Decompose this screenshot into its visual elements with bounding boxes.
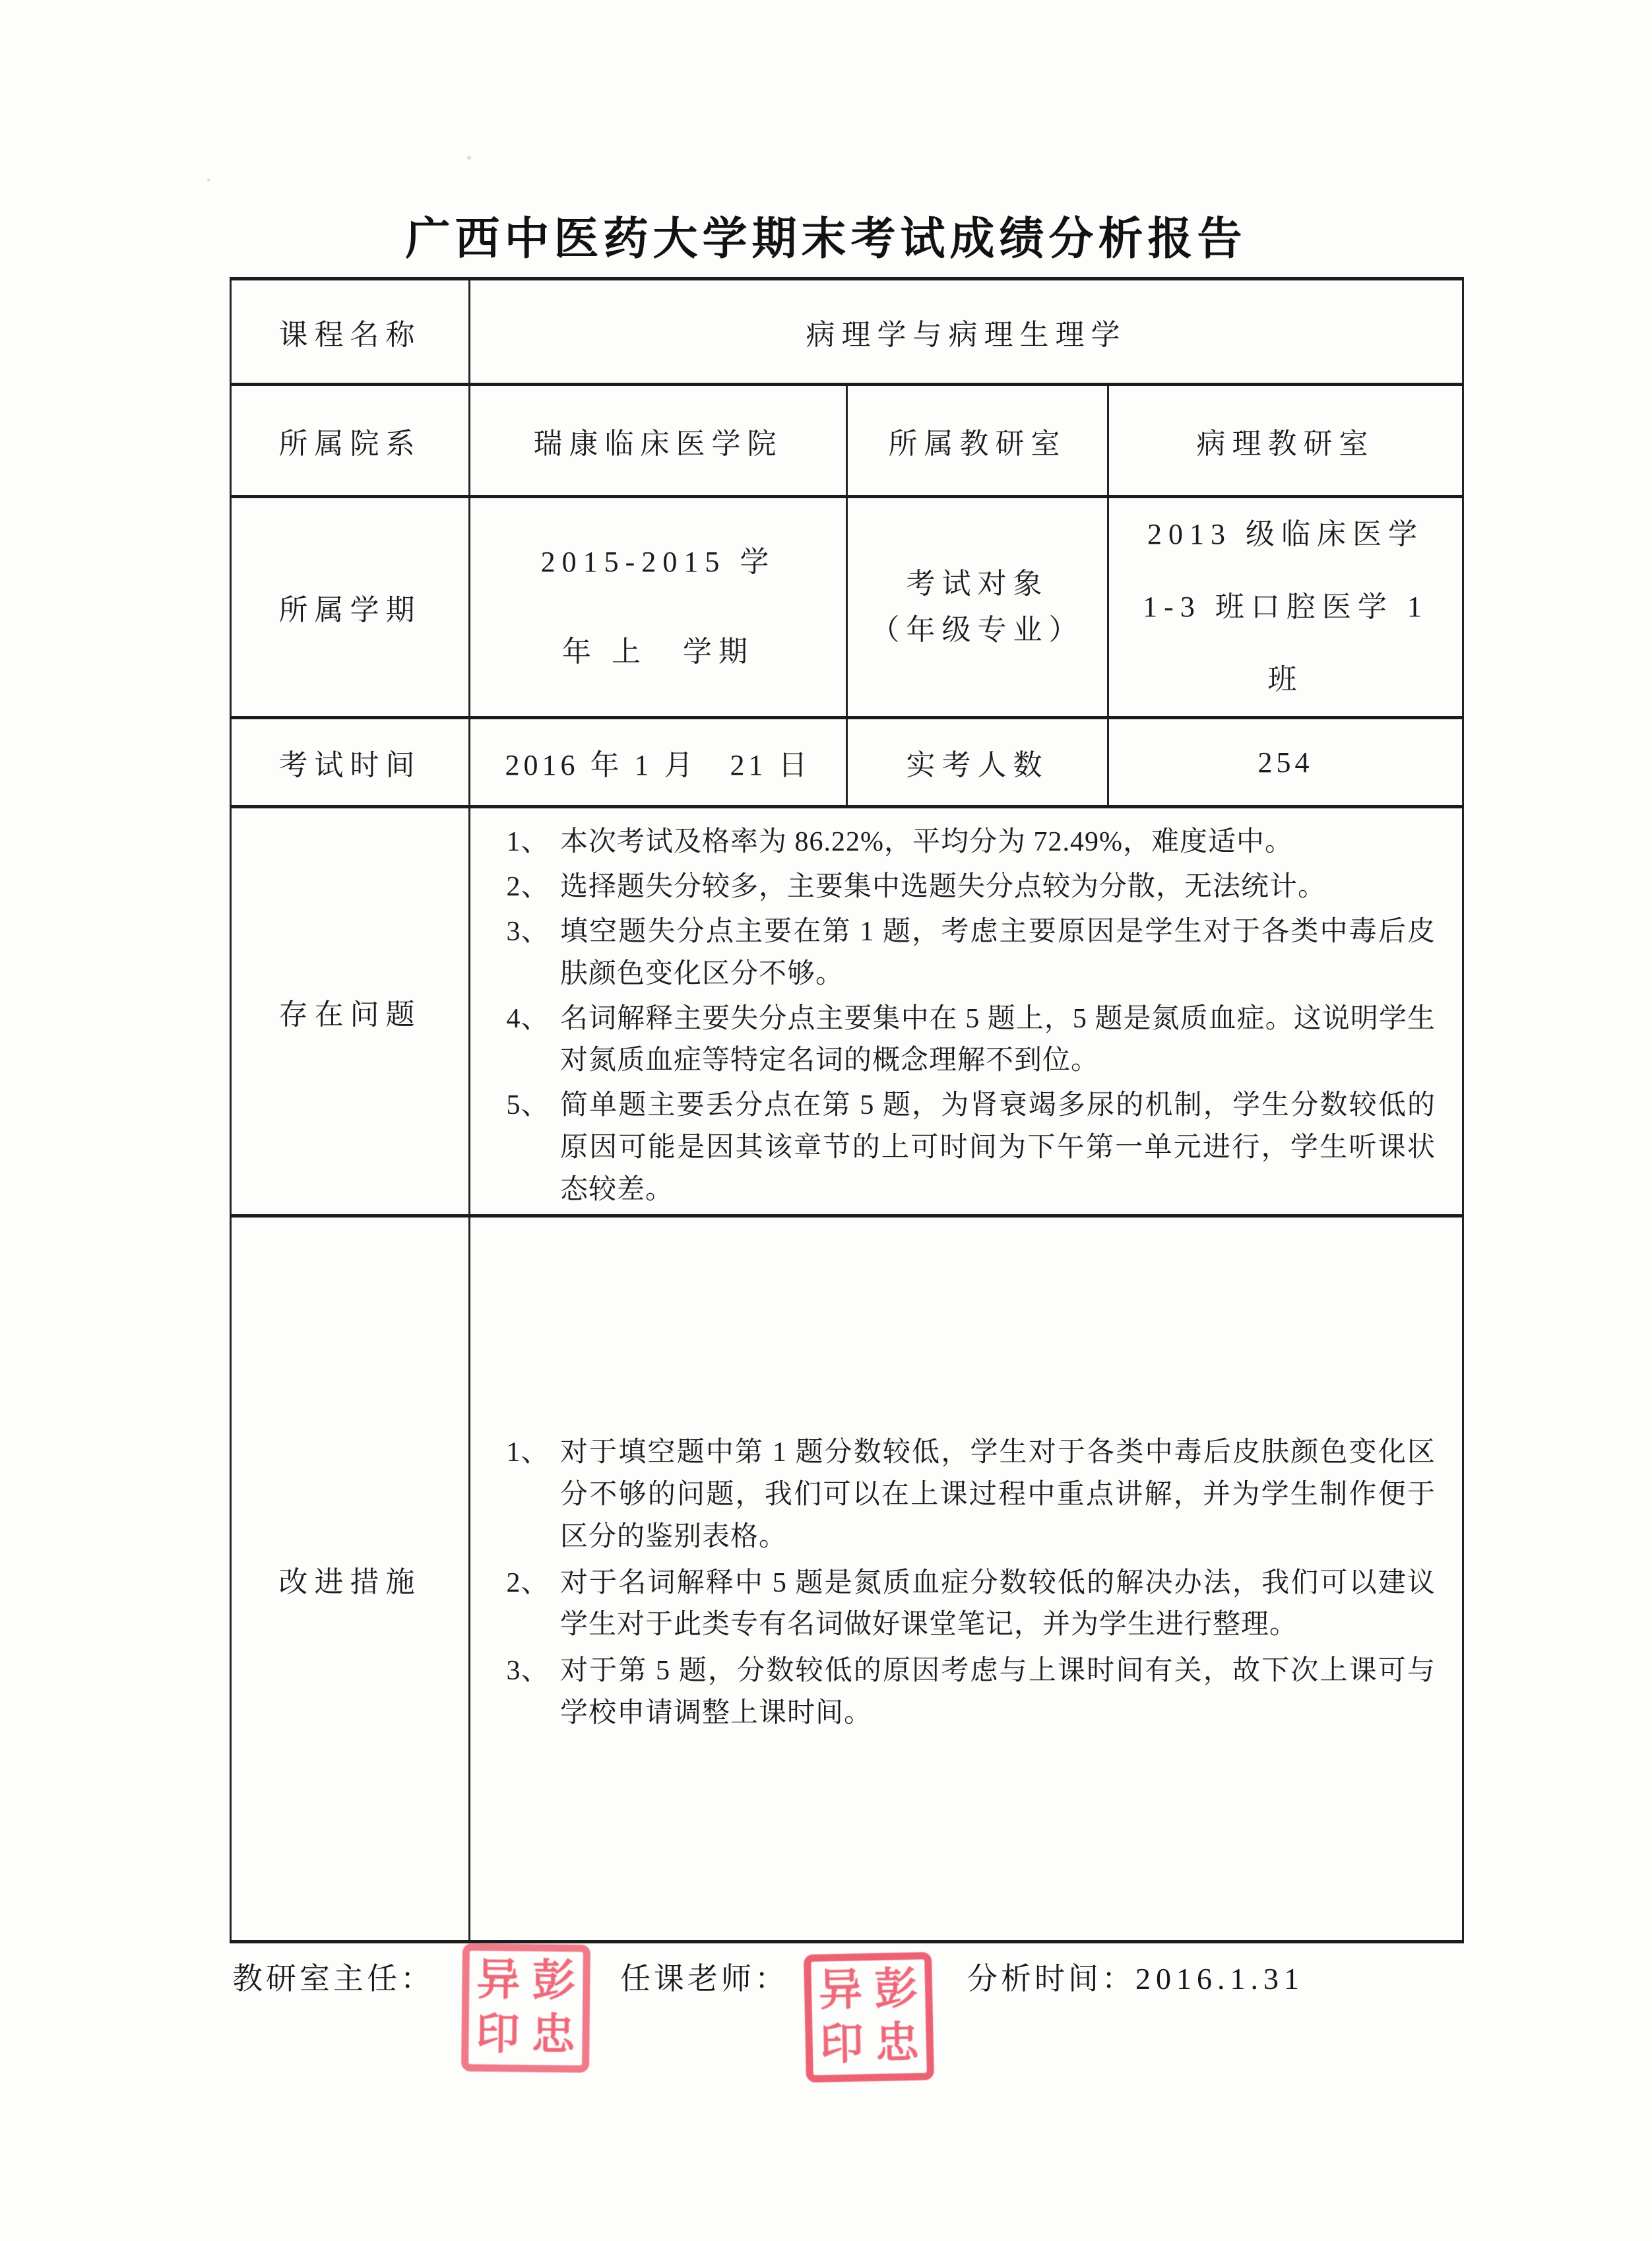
improvements-label: 改进措施 xyxy=(231,1216,470,1942)
exam-target-label-line1: 考试对象 xyxy=(906,567,1049,600)
report-table xyxy=(230,277,1464,1943)
analysis-time xyxy=(967,1955,1304,1998)
seal-char-top-right: 彭 xyxy=(532,1957,576,2005)
examinee-count-label: 实考人数 xyxy=(847,718,1108,807)
problems-cell xyxy=(470,807,1463,1216)
improvement-item xyxy=(492,1432,1436,1558)
exam-target-value-line3: 班 xyxy=(1267,663,1304,696)
problem-item-text: 简单题主要丢分点在第 5 题，为肾衰竭多尿的机制，学生分数较低的原因可能是因其该章节的上可时间为下午第一单元进行，学生听课状态较差。 xyxy=(560,1090,1436,1205)
exam-time-value: 2016 年 1 月 21 日 xyxy=(470,718,847,807)
seal-char-top-left: 异 xyxy=(476,1956,521,2005)
teacher-seal-stamp xyxy=(804,1952,934,2083)
teaching-office-label: 所属教研室 xyxy=(847,385,1108,497)
problem-item-text: 选择题失分较多，主要集中选题失分点较为分散，无法统计。 xyxy=(560,872,1327,903)
scan-speck xyxy=(467,156,471,160)
exam-target-value-line2: 1-3 班口腔医学 1 xyxy=(1143,591,1428,623)
improvements-list xyxy=(470,1419,1462,1735)
problem-item-number: 5、 xyxy=(506,1090,550,1121)
scan-speck xyxy=(207,178,210,181)
problem-item-number: 3、 xyxy=(506,916,550,947)
teaching-office-value: 病理教研室 xyxy=(1108,385,1463,497)
exam-target-label xyxy=(847,497,1108,718)
exam-target-label-line2: （年级专业） xyxy=(870,614,1085,646)
row-semester xyxy=(231,497,1463,718)
semester-label: 所属学期 xyxy=(231,497,470,718)
department-label: 所属院系 xyxy=(231,385,470,497)
analysis-time-value: 2016.1.31 xyxy=(1135,1962,1304,1996)
problem-item xyxy=(492,998,1436,1083)
problem-item-text: 本次考试及格率为 86.22%，平均分为 72.49%，难度适中。 xyxy=(560,827,1293,858)
improvement-item xyxy=(492,1650,1436,1735)
problem-item xyxy=(492,866,1436,909)
exam-time-label: 考试时间 xyxy=(231,718,470,807)
semester-value-line2: 年 上 学期 xyxy=(562,635,754,668)
semester-value xyxy=(470,497,847,718)
improvement-item-text: 对于填空题中第 1 题分数较低，学生对于各类中毒后皮肤颜色变化区分不够的问题，我们可以在上课过程中重点讲解，并为学生制作便于区分的鉴别表格。 xyxy=(560,1437,1436,1552)
improvement-item-text: 对于第 5 题，分数较低的原因考虑与上课时间有关，故下次上课可与学校申请调整上课时间。 xyxy=(560,1656,1436,1729)
row-department xyxy=(231,385,1463,497)
report-title: 广西中医药大学期末考试成绩分析报告 xyxy=(405,214,1247,264)
problem-item xyxy=(492,822,1436,864)
course-name-label: 课程名称 xyxy=(231,279,470,385)
director-seal-stamp xyxy=(461,1943,590,2073)
teacher-label: 任课老师： xyxy=(620,1962,788,1996)
problem-item xyxy=(492,1085,1436,1211)
problem-item-number: 4、 xyxy=(506,1003,550,1034)
problems-list xyxy=(470,808,1462,1211)
seal-char-bottom-right: 忠 xyxy=(531,2011,575,2060)
course-name-value: 病理学与病理生理学 xyxy=(470,279,1463,385)
row-improvements xyxy=(231,1216,1463,1942)
improvement-item-number: 3、 xyxy=(506,1656,550,1687)
problem-item-number: 2、 xyxy=(506,872,550,903)
row-problems xyxy=(231,807,1463,1216)
analysis-time-label: 分析时间： xyxy=(967,1962,1135,1996)
seal-char-bottom-left: 印 xyxy=(819,2020,864,2069)
row-course xyxy=(231,279,1463,385)
improvement-item-text: 对于名词解释中 5 题是氮质血症分数较低的解决办法，我们可以建议学生对于此类专有名词做好课堂笔记，并为学生进行整理。 xyxy=(560,1567,1436,1640)
semester-value-line1: 2015-2015 学 xyxy=(540,545,776,578)
problem-item-number: 1、 xyxy=(506,827,550,858)
problem-item-text: 填空题失分点主要在第 1 题，考虑主要原因是学生对于各类中毒后皮肤颜色变化区分不够。 xyxy=(560,916,1436,989)
improvement-item xyxy=(492,1563,1436,1647)
director-label: 教研室主任： xyxy=(232,1962,434,1996)
exam-target-value xyxy=(1108,497,1463,718)
row-exam-time xyxy=(231,718,1463,807)
problem-item-text: 名词解释主要失分点主要集中在 5 题上，5 题是氮质血症。这说明学生对氮质血症等特定名词的概念理解不到位。 xyxy=(560,1003,1436,1076)
seal-char-bottom-right: 忠 xyxy=(875,2019,920,2068)
seal-char-bottom-left: 印 xyxy=(476,2010,520,2059)
improvement-item-number: 1、 xyxy=(506,1437,550,1468)
seal-char-top-right: 彭 xyxy=(874,1965,918,2014)
exam-target-value-line1: 2013 级临床医学 xyxy=(1147,518,1424,550)
seal-char-top-left: 异 xyxy=(818,1966,863,2015)
examinee-count-value: 254 xyxy=(1108,718,1463,807)
problem-item xyxy=(492,911,1436,996)
improvement-item-number: 2、 xyxy=(506,1567,550,1598)
improvements-cell xyxy=(470,1216,1463,1942)
problems-label: 存在问题 xyxy=(231,807,470,1216)
department-value: 瑞康临床医学院 xyxy=(470,385,847,497)
